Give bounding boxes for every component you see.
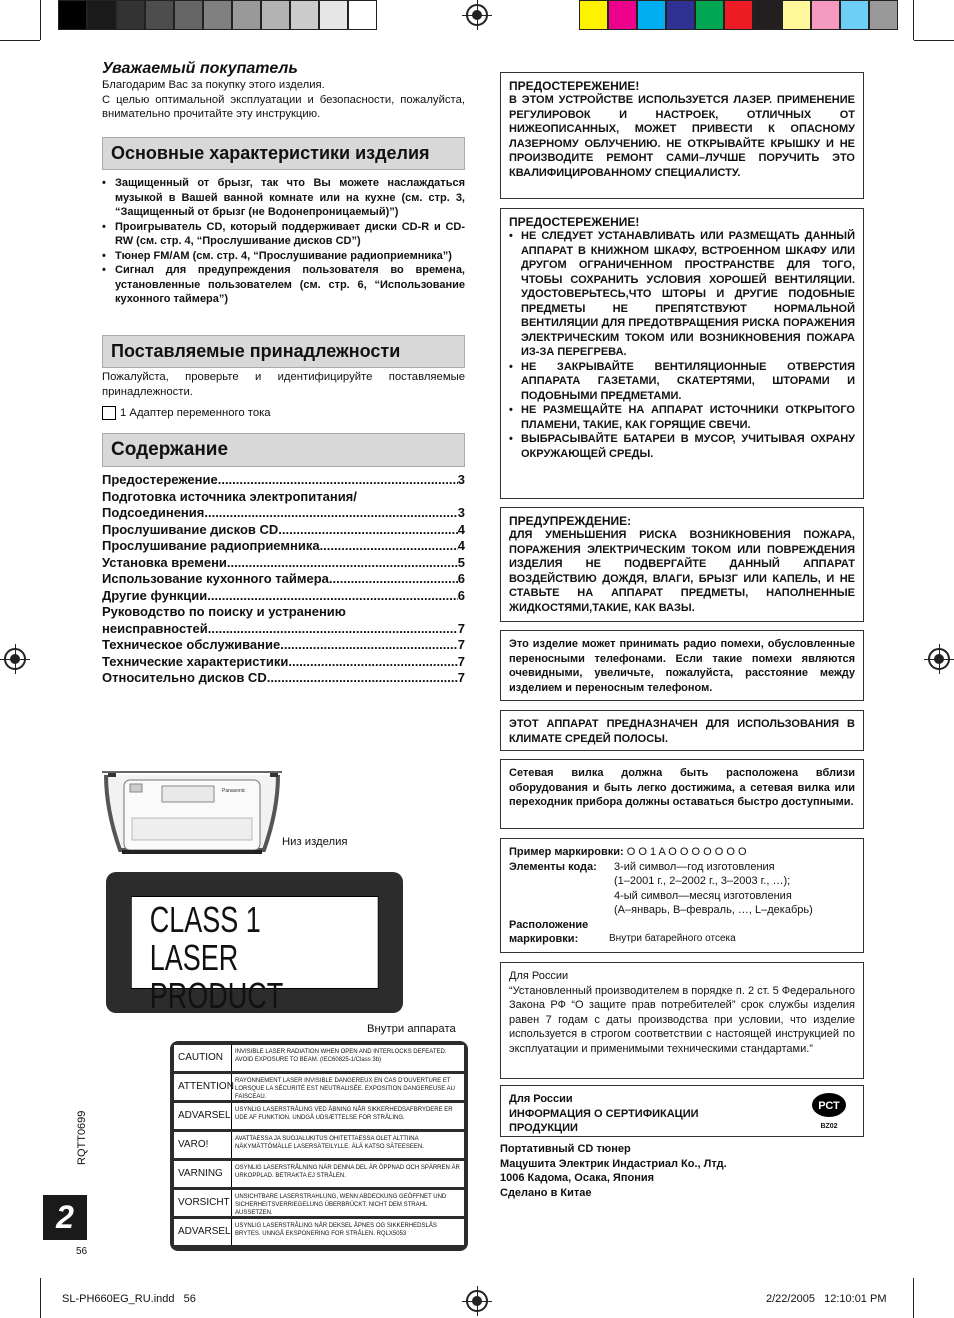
color-swatch [840,0,869,30]
toc-entry-title: неисправностей [102,620,208,636]
toc-entry-title: Подсоединения [102,505,205,520]
toc-entry-page: 7 [457,653,465,669]
toc-leader-dots [218,472,458,489]
brand-logo: Panasonic [222,788,246,794]
manufacturer-line: Сделано в Китае [500,1186,592,1199]
toc-leader-dots [204,505,457,522]
table-row [174,1103,464,1129]
color-swatch [753,0,782,30]
caution-heading: ПРЕДОСТЕРЕЖЕНИЕ! [509,215,640,229]
crop-mark [40,0,41,40]
accessories-heading: Поставляемые принадлежности [102,335,465,368]
toc-entry-title: Предостережение [102,472,218,487]
laser-class-line1: CLASS 1 [149,899,261,940]
color-swatch [319,0,348,30]
toc-leader-dots [329,571,458,588]
marking-element-line: 4-ый символ—месяц изготовления [614,889,792,902]
marking-element-line: (1–2001 г., 2–2002 г., 3–2003 г., …); [614,875,791,887]
plug-text: Сетевая вилка должна быть расположена вблизи оборудования и быть легко достижима, а сетевая вилка или переходник прибора должны оставаться быстро доступными. [509,767,855,808]
toc-entry[interactable] [102,654,465,671]
toc-leader-dots [280,637,458,654]
certification-line2: ПРОДУКЦИИ [509,1122,578,1134]
color-swatch [724,0,753,30]
warning-language-label: ADVARSEL [174,1103,232,1129]
marking-location-label: Расположение [509,918,589,931]
certification-title: Для России [509,1093,573,1105]
toc-entry[interactable] [102,670,465,687]
features-list [102,176,465,307]
toc-entry-title: Технические характеристики [102,653,289,669]
toc-leader-dots [207,588,457,605]
color-swatch [666,0,695,30]
table-row [174,1190,464,1216]
toc-entry-title: Прослушивание дисков CD [102,521,279,537]
checkbox[interactable] [102,406,116,420]
list-item: • НЕ РАЗМЕЩАЙТЕ НА АППАРАТ ИСТОЧНИКИ ОТКРЫТОГО ПЛАМЕНИ, ТАКИЕ, КАК ГОРЯЩИЕ СВЕЧИ. [509,403,855,432]
caution-list [509,229,855,461]
toc-entry-page: 7 [457,620,465,636]
laser-warning-table [170,1041,468,1251]
color-swatch [869,0,898,30]
gost-certification-icon [810,1092,848,1118]
certification-box [500,1085,864,1137]
interference-box [500,630,864,701]
document-code: RQTT0699 [76,1110,88,1165]
marking-location-value: Внутри батарейного отсека [609,933,736,944]
toc-entry[interactable] [102,472,465,489]
toc-entry-page: 3 [457,472,465,487]
toc-entry-page: 6 [457,571,465,586]
crop-mark [913,0,914,40]
color-swatch [116,0,145,30]
toc-entry-title: Техническое обслуживание [102,637,281,652]
certification-mark [809,1092,849,1130]
gray-calibration-bar [58,0,377,30]
greeting-section [102,60,465,122]
marking-example-value: O O 1 A O O O O O O O [626,846,747,858]
toc-entry-page: 4 [457,521,465,537]
crop-mark [914,40,954,41]
registration-mark-bottom-icon [466,1290,488,1312]
color-swatch [58,0,87,30]
toc-entry[interactable] [102,505,465,522]
manufacturer-line: 1006 Кадома, Осака, Япония [500,1172,655,1184]
color-swatch [145,0,174,30]
marking-example-label: Пример маркировки: [509,846,624,858]
toc-entry[interactable] [102,621,465,638]
toc-leader-dots [288,654,457,671]
laser-class-label [106,872,403,1016]
toc-entry-title: Прослушивание радиоприемника [102,538,320,553]
greeting-instructions: С целью оптимальной эксплуатации и безопасности, пожалуйста, внимательно прочитайте эту инструкцию. [102,93,465,120]
bottom-of-product-label: Низ изделия [282,836,348,848]
folio-number: 56 [76,1246,88,1257]
toc-leader-dots [320,538,458,555]
page-number-tab: 2 [43,1195,87,1240]
russia-service-title: Для России [509,970,569,982]
marking-element-line: (А–январь, В–февраль, …, L–декабрь) [614,904,813,916]
toc-entry[interactable] [102,637,465,654]
certification-line1: ИНФОРМАЦИЯ О СЕРТИФИКАЦИИ [509,1107,699,1120]
climate-box [500,710,864,751]
color-swatch [203,0,232,30]
warning-language-text: UNSICHTBARE LASERSTRAHLUNG, WENN ABDECKUNG GEÖFFNET UND SICHERHEITSVERRIEGELUNG ÜBERBRÜCKT. NICHT DEM STRAHL AUSSETZEN. [235,1194,447,1216]
footer-timestamp: 2/22/2005 12:10:01 PM [766,1293,887,1305]
plug-box [500,759,864,829]
warning-text: ДЛЯ УМЕНЬШЕНИЯ РИСКА ВОЗНИКНОВЕНИЯ ПОЖАРА, ПОРАЖЕНИЯ ЭЛЕКТРИЧЕСКИМ ТОКОМ ИЛИ ПОВРЕЖДЕНИЯ ИЗДЕЛИЯ НЕ ПОДВЕРГАЙТЕ ДАННЫЙ АППАРАТ ВОЗДЕЙСТВИЮ ДОЖДЯ, ВЛАГИ, БРЫЗГ ИЛИ КАПЕЛЬ, И НЕ СТАВЬТЕ НА АППАРАТ ПРЕДМЕТЫ, НАПОЛНЕННЫЕ ЖИДКОСТЯМИ,ТАКИЕ, КАК ВАЗЫ. [509,529,855,614]
marking-element-line: 3-ий символ—год изготовления [614,860,775,873]
toc-entry-page: 7 [457,637,465,652]
toc-entry[interactable] [102,604,465,621]
caution-box-2 [500,208,864,499]
manufacturer-info [500,1142,727,1200]
caution-heading: ПРЕДОСТЕРЕЖЕНИЕ! [509,79,640,93]
toc-entry-title: Подготовка источника электропитания/ [102,488,357,504]
warning-language-text: AVATTAESSA JA SUOJALUKITUS OHITETTAESSA OLET ALTTIINA NÄKYMÄTTÖMÄLLE LASERSÄTEILYLLE. ÄLÄ KATSO SÄTEESEEN. [235,1136,424,1150]
list-item: • Сигнал для предупреждения пользователя во времена, установленные пользователем (см. стр. 6, “Использование кухонного таймера”) [102,263,465,307]
toc-entry-page: 5 [457,554,465,570]
features-heading: Основные характеристики изделия [102,137,465,170]
warning-language-label: VARO! [174,1132,232,1158]
color-calibration-bar [579,0,898,30]
color-swatch [290,0,319,30]
table-row [174,1132,464,1158]
manufacturer-line: Портативный CD тюнер [500,1143,631,1155]
registration-mark-top-icon [466,4,488,26]
list-item: • Тюнер FM/AM (см. стр. 4, “Прослушивание радиоприемника”) [102,249,465,264]
toc-entry[interactable] [102,571,465,588]
toc-entry-page: 4 [457,538,465,553]
toc-entry[interactable] [102,555,465,572]
color-swatch [695,0,724,30]
crop-mark [40,1278,41,1318]
accessory-item [102,406,465,420]
table-of-contents [102,472,465,687]
inside-unit-label: Внутри аппарата [367,1023,456,1035]
color-swatch [261,0,290,30]
toc-entry-title: Использование кухонного таймера [102,571,329,586]
toc-entry-page: 3 [457,505,465,520]
warning-language-label: ADVARSEL [174,1219,232,1245]
warning-heading: ПРЕДУПРЕЖДЕНИЕ: [509,514,632,528]
certification-code: BZ02 [820,1123,838,1130]
crop-mark [913,1278,914,1318]
list-item: • Защищенный от брызг, так что Вы можете наслаждаться музыкой в Вашей ванной комнате или на кухне (см. стр. 3, “Защищенный от брызг (не Водонепроницаемый)”) [102,176,465,220]
warning-language-label: VARNING [174,1161,232,1187]
interference-text: Это изделие может принимать радио помехи, обусловленные переносными телефонами. Если такие помехи являются очевидными, увеличьте, пожалуйста, расстояние между изделием и переносным телефоном. [509,638,855,694]
manufacturer-line: Мацушита Электрик Индастриал Ко., Лтд. [500,1157,727,1170]
warning-language-label: ATTENTION [174,1074,232,1100]
caution-box-1 [500,72,864,199]
warning-box [500,507,864,622]
list-item: • ВЫБРАСЫВАЙТЕ БАТАРЕИ В МУСОР, УЧИТЫВАЯ ОХРАНУ ОКРУЖАЮЩЕЙ СРЕДЫ. [509,432,855,461]
list-item: • НЕ ЗАКРЫВАЙТЕ ВЕНТИЛЯЦИОННЫЕ ОТВЕРСТИЯ АППАРАТА ГАЗЕТАМИ, СКАТЕРТЯМИ, ШТОРАМИ И ПОДОБНЫМИ ПРЕДМЕТАМИ. [509,360,855,404]
accessory-item-label: 1 Адаптер переменного тока [120,407,271,419]
crop-mark [0,40,40,41]
list-item: • Проигрыватель CD, который поддерживает диски CD-R и CD-RW (см. стр. 4, “Прослушивание дисков CD”) [102,220,465,249]
table-row [174,1161,464,1187]
color-swatch [579,0,608,30]
color-swatch [232,0,261,30]
laser-class-line2: LASER PRODUCT [149,937,284,1016]
color-swatch [174,0,203,30]
toc-leader-dots [267,670,458,687]
greeting-title: Уважаемый покупатель [102,60,298,77]
laser-class-text [131,896,379,1016]
warning-language-text: INVISIBLE LASER RADIATION WHEN OPEN AND INTERLOCKS DEFEATED. AVOID EXPOSURE TO BEAM. (IEC60825-1/Class 3b) [235,1049,447,1063]
toc-entry-title: Относительно дисков CD [102,670,267,685]
color-swatch [608,0,637,30]
device-illustration [102,770,282,858]
warning-language-text: RAYONNEMENT LASER INVISIBLE DANGEREUX EN CAS D'OUVERTURE ET LORSQUE LA SÉCURITÉ EST NEUTRALISÉE. EXPOSITION DANGEREUSE AU FAISCEAU. [235,1078,455,1100]
toc-leader-dots [278,522,457,539]
warning-language-label: VORSICHT [174,1190,232,1216]
accessories-text: Пожалуйста, проверьте и идентифицируйте поставляемые принадлежности. [102,371,465,398]
warning-language-text: OSYNLIG LASERSTRÅLNING NÄR DENNA DEL ÄR ÖPPNAD OCH SPÄRREN ÄR URKOPPLAD. BETRAKTA EJ STRÅLEN. [235,1165,460,1179]
table-row [174,1219,464,1245]
color-swatch [87,0,116,30]
footer-filename: SL-PH660EG_RU.indd 56 [62,1293,196,1305]
registration-mark-right-icon [928,648,950,670]
color-swatch [811,0,840,30]
color-swatch [637,0,666,30]
toc-entry[interactable] [102,489,465,506]
color-swatch [782,0,811,30]
toc-entry-page: 7 [457,670,465,685]
warning-heading-text: ПРЕДУПРЕЖДЕНИЕ [509,514,628,528]
warning-language-label: CAUTION [174,1045,232,1071]
toc-entry-title: Установка времени [102,554,227,570]
contents-heading: Содержание [102,433,465,467]
warning-language-text: USYNLIG LASERSTRÅLING VED ÅBNING NÅR SIKKERHEDSAFBRYDERE ER UDE AF FUNKTION. UNDGÅ UDSÆTTELSE FOR STRÅLING. [235,1107,453,1121]
registration-mark-left-icon [4,648,26,670]
toc-entry-title: Руководство по поиску и устранению [102,604,346,619]
climate-text: ЭТОТ АППАРАТ ПРЕДНАЗНАЧЕН ДЛЯ ИСПОЛЬЗОВАНИЯ В КЛИМАТЕ СРЕДЕЙ ПОЛОСЫ. [509,718,855,745]
warning-language-text: USYNLIG LASERSTRÅLING NÅR DEKSEL ÅPNES OG SIKKERHEDSLÅS BRYTES. UNNGÅ EKSPONERING FOR STRÅLEN. RQLX5053 [235,1223,437,1237]
toc-leader-dots [208,621,458,638]
toc-entry-page: 6 [457,587,465,603]
toc-entry[interactable] [102,588,465,605]
color-swatch [348,0,377,30]
table-row [174,1074,464,1100]
toc-entry[interactable] [102,522,465,539]
marking-box [500,838,864,953]
caution-text: В ЭТОМ УСТРОЙСТВЕ ИСПОЛЬЗУЕТСЯ ЛАЗЕР. ПРИМЕНЕНИЕ РЕГУЛИРОВОК И НАСТРОЕК, ОТЛИЧНЫХ ОТ НИЖЕОПИСАННЫХ, МОЖЕТ ПРИВЕСТИ К ОПАСНОМУ ЛАЗЕРНОМУ ОБЛУЧЕНИЮ. НЕ ОТКРЫВАЙТЕ КРЫШКУ И НЕ ПРОИЗВОДИТЕ РЕМОНТ САМИ–ЛУЧШЕ ПОРУЧИТЬ ЭТО КВАЛИФИЦИРОВАННОМУ СПЕЦИАЛИСТУ. [509,94,855,179]
table-row [174,1045,464,1071]
russia-service-text: “Установленный производителем в порядке п. 2 ст. 5 Федерального Закона РФ “О защите прав потребителей” срок службы изделия равен 7 годам с даты производства при условии, что изделие используется в строгом соответствии с настоящей инструкцией по эксплуатации и применимыми техническими стандартами.” [509,984,855,1055]
marking-elements-label: Элементы кода: [509,860,597,873]
toc-leader-dots [227,555,458,572]
marking-location-label: маркировки: [509,933,579,945]
toc-entry[interactable] [102,538,465,555]
svg-text:РСТ: РСТ [818,1100,840,1112]
toc-entry-title: Другие функции [102,587,208,603]
greeting-thanks: Благодарим Вас за покупку этого изделия. [102,79,325,91]
list-item: • НЕ СЛЕДУЕТ УСТАНАВЛИВАТЬ ИЛИ РАЗМЕЩАТЬ ДАННЫЙ АППАРАТ В КНИЖНОМ ШКАФУ, ВСТРОЕННОМ ШКАФУ ИЛИ ДРУГОМ ОГРАНИЧЕННОМ ПРОСТРАНСТВЕ ДЛЯ ТОГО, ЧТОБЫ СОХРАНИТЬ УСЛОВИЯ ХОРОШЕЙ ВЕНТИЛЯЦИИ. УДОСТОВЕРЬТЕСЬ,ЧТО ШТОРЫ И ДРУГИЕ ПОДОБНЫЕ ПРЕДМЕТЫ НЕ ПРЕПЯТСТВУЮТ НОРМАЛЬНОЙ ВЕНТИЛЯЦИИ ДЛЯ ПРЕДОТВРАЩЕНИЯ РИСКА ПОРАЖЕНИЯ ЭЛЕКТРИЧЕСКИМ ТОКОМ ИЛИ ВОЗНИКНОВЕНИЯ ПОЖАРА ИЗ-ЗА ПЕРЕГРЕВА. [509,229,855,360]
russia-service-box [500,962,864,1079]
